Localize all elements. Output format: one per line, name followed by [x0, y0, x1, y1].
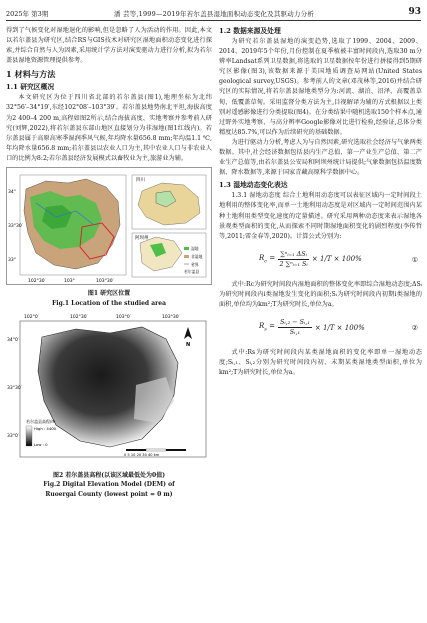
figure-1-caption-cn: 图1 研究区位置: [87, 290, 131, 298]
dem-map: [6, 311, 212, 467]
equation-2: [219, 310, 422, 348]
figure-2-caption-cn: 图2 若尔盖县高程(以该区域最低处为0值): [52, 471, 166, 479]
drivers-paragraph: 为进行驱动力分析,考虑人为与自然因素,研究选取社会经济与气象两类数据。其中,社会经济数据包括县内生产总值、第一产业生产总值、第二产业生产总值等,由若尔盖县公安局和阿坝州统计局提供;气象数据包括温度数据、降水数据等,来源于国家青藏高原科学数据中心。: [219, 138, 422, 177]
legend-label: 湿地: [191, 246, 199, 252]
inset-label: 阿坝州: [135, 236, 149, 242]
equation-1-body: [259, 250, 362, 269]
left-column: [6, 26, 212, 501]
figure-1: [6, 167, 212, 309]
legend-ramp: [26, 426, 32, 446]
lon-label: 102°30′: [28, 279, 46, 285]
intro-paragraph: 得到了气候变化对湿地退化的影响,但是忽略了人为活动的作用。因此,本文以若尔盖县为研究区,结合RS与GIS技术对研究区湿地面积动态变化进行探索,并综合自然与人为因素,采用统计学方法对演变驱动力进行分析,拟为若尔盖县湿地资源管理提供参考。: [6, 27, 212, 65]
inset-label: 四川: [136, 178, 145, 184]
legend-title: 若尔盖县高程/m: [26, 418, 56, 424]
equation-1: [219, 242, 422, 280]
lon-label: 102°0′: [24, 314, 39, 320]
location-map: [6, 167, 212, 285]
equation-2-description: 式中:Rs为研究时间段内某类湿地面积的变化率即单一湿地动态度;Sᵢ,₁、Sᵢ,₂分别为研究时间段内初、末期某类湿地类型面积,单位为km²;T为研究时长,单位为a。: [219, 349, 422, 377]
running-title: 潘 芸等,1999—2019年若尔盖县湿地面积动态变化及其驱动力分析: [114, 10, 315, 18]
lat-label: 33°: [8, 258, 16, 264]
page-number: 93: [408, 7, 421, 17]
lon-label: 103°0′: [116, 314, 131, 320]
figure-1-caption-en: Fig.1 Location of the studied area: [52, 299, 166, 307]
data-source-paragraph: 为研究若尔盖县湿地的演变趋势,选取了1999、2004、2009、2014、2019年5个年份,月份控制在夏季植被丰富时间段内,选取30 m分辨率Landsat系列卫星数据,将选取的卫星数据按年份进行拼接得到5期研究区影像(图3),该数据来源于美国地质调查局网站(United States geological survey,USGS)。参考前人的文章(邓茂林等,2016)并结合研究区的实际情况,将若尔盖县湿地类型分为:河流、湖泊、沼泽、高覆盖草甸、低覆盖草甸。采用监督分类方法为主,目视解译为辅的方式根据以上类别对遥感影像进行分类提取(图4)。在分类结果中随机选取150个样本点,通过野外实地考察、与高分辨率Google影像对比进行检验,经验证,总体分类精度达85.7%,可以作为后续研究的基础数据。: [219, 38, 422, 136]
equation-1-description: 式中:Rc为研究时间段内湿地面积的整体变化率即综合湿地动态度;ΔSᵢ为研究时间段内i类湿地发生变化的面积;Sᵢ为研究时间段内初期i类湿地的面积,单位均为km²;T为研究时长,单位为a。: [219, 280, 422, 308]
county-map: [20, 175, 126, 275]
equation-number: ②: [411, 324, 418, 333]
lon-label: 103°: [64, 279, 75, 285]
equation-2-body: [259, 318, 365, 337]
section-1-title: 1 材料与方法: [6, 69, 56, 80]
legend-swatch: [184, 255, 189, 258]
svg-text:N: N: [186, 341, 191, 348]
legend-label: 若尔盖县: [184, 269, 200, 275]
scale-label: 0 5 10 20 30 40 km: [124, 452, 160, 457]
equation-number: ①: [411, 255, 418, 264]
equation-lhs: $R_c$ =: [259, 254, 276, 265]
section-1-3-title: 1.3 湿地动态变化表达: [219, 181, 288, 190]
legend-high: High : 4400: [34, 425, 57, 431]
lat-label: 33°0′: [7, 433, 19, 439]
equation-fraction: $\frac{\text{Sᵢ,₂ − Sᵢ,₁}}{\text{Sᵢ,₁}}$: [279, 318, 310, 337]
lat-label: 33°30′: [8, 224, 23, 230]
figure-2-caption-en: Ruoergai County (lowest point = 0 m): [45, 491, 173, 499]
inset-sichuan: [132, 175, 206, 229]
legend-label: 非湿地: [191, 254, 203, 260]
lat-label: 34°: [8, 190, 16, 196]
legend-low: Low : 0: [34, 441, 48, 447]
lat-label: 34°0′: [7, 337, 19, 343]
study-area-paragraph: 本文研究区为位于四川省北部的若尔盖县(图1),地理坐标为北纬32°56′–34°19′,东经102°08′–103°39′。若尔盖县地势南北平坦,海拔高度为2 400–4 200 m,高程如图2所示,结合海拔高度、实地考察并参考前人研究(刘辉,2022),将若尔盖县东部山地区直接划分为非湿地(图1红线内)。若尔盖县属于高原高寒季湿润季风气候,年均降水量656.8 mm;年均温1.1 ℃,年均降水量656.8 mm;若尔盖县以农业人口为主,其中农业人口与非农业人口的比例为8:2;若尔盖县经济发展模式以畜牧业为主,旅游业为辅。: [6, 94, 212, 162]
lat-label: 33°30′: [7, 385, 22, 391]
equation-tail: × 1/T × 100%: [314, 323, 365, 332]
lon-label: 103°30′: [162, 314, 180, 320]
section-1-2-title: 1.2 数据来源及处理: [219, 27, 281, 35]
section-1-1-title: 1.1 研究区概况: [6, 83, 55, 92]
running-header: [6, 6, 421, 21]
legend-label: 省界: [191, 262, 199, 268]
inset-aba: [132, 233, 206, 277]
equation-lhs: $R_s$ =: [259, 322, 275, 333]
dynamic-degree-paragraph: 1.3.1 湿地动态度 综合土地利用动态度可以表征区域内一定时间段土地利用的整体变化率,而单一土地利用动态度是对区域内一定时间范围内某种土地利用类型变化速度的定量描述。研究采用两种动态度来表示湿地各景观类型面积的变化,从而探索不同时期湿地面积变化的剧烈程度(李传哲等,2011;雷金春等,2020)。计算公式分别为:: [219, 192, 422, 240]
right-column: [219, 26, 422, 378]
figure-2-caption-en: Fig.2 Digital Elevation Model (DEM) of: [43, 481, 175, 489]
issue-label: 2025年 第3期: [6, 10, 49, 18]
equation-fraction: $\frac{\text{∑ⁿᵢ₌₁ ΔSᵢ}}{\text{2 ∑ⁿᵢ₌₁ Sᵢ}}$: [279, 249, 308, 268]
legend-swatch: [184, 247, 189, 250]
lon-label: 103°30′: [96, 279, 114, 285]
figure-2: [6, 311, 212, 500]
lon-label: 102°30′: [70, 314, 88, 320]
equation-tail: × 1/T × 100%: [311, 255, 362, 264]
